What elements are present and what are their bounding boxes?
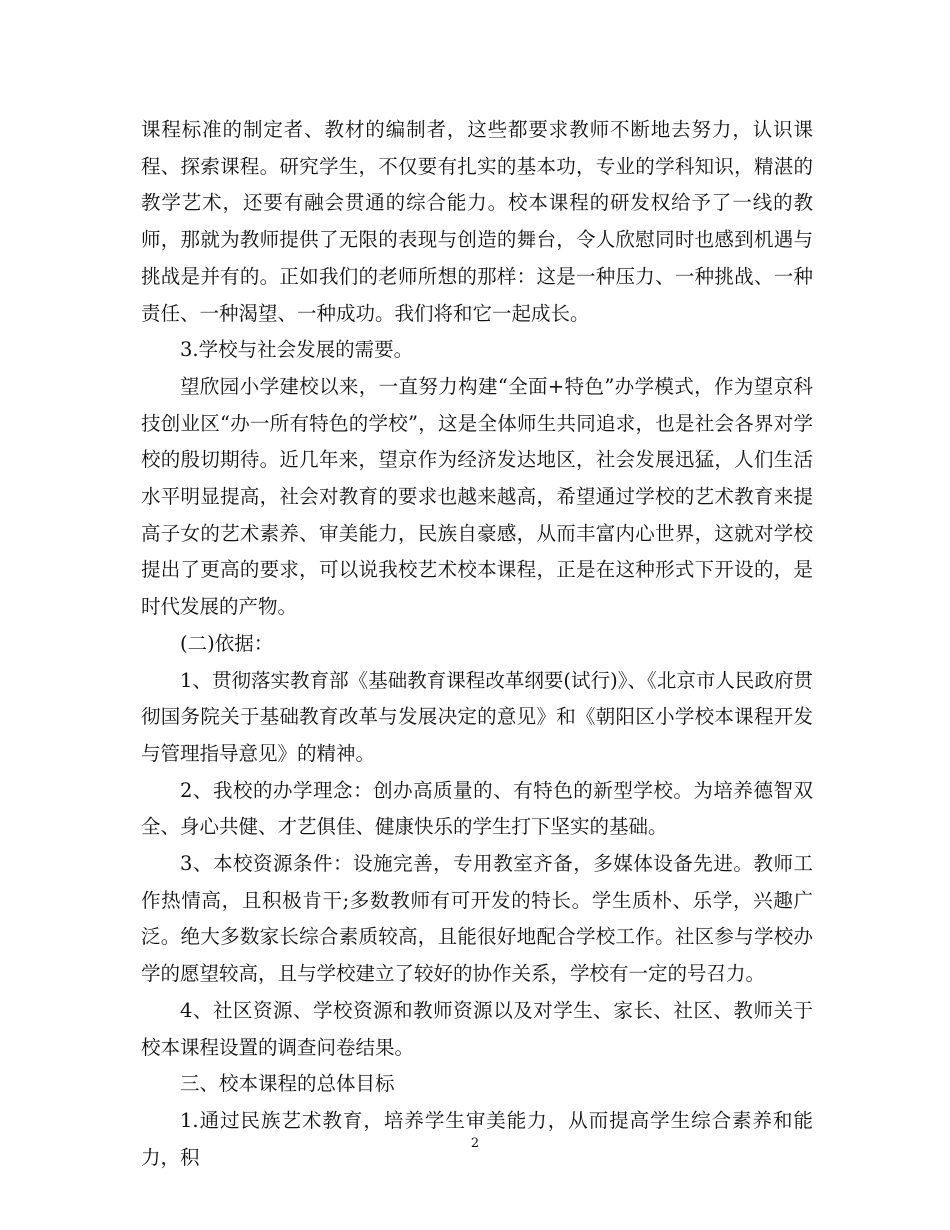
paragraph-heading-goals: 三、校本课程的总体目标	[180, 1072, 395, 1096]
paragraph-heading-basis: (二)依据：	[180, 631, 274, 655]
paragraph-basis-4: 4、社区资源、学校资源和教师资源以及对学生、家长、社区、教师关于校本课程设置的调查问卷结果。	[141, 998, 813, 1059]
paragraph-school-background: 望欣园小学建校以来，一直努力构建“全面+特色”办学模式，作为望京科技创业区“办一所有特色的学校”，这是全体师生共同追求，也是社会各界对学校的殷切期待。近几年来，望京作为经济发达地区，社会发展迅猛，人们生活水平明显提高，社会对教育的要求也越来越高，希望通过学校的艺术教育来提高子女的艺术素养、审美能力，民族自豪感，从而丰富内心世界，这就对学校提出了更高的要求，可以说我校艺术校本课程，正是在这种形式下开设的，是时代发展的产物。	[141, 374, 813, 619]
paragraph-continuation: 课程标准的制定者、教材的编制者，这些都要求教师不断地去努力，认识课程、探索课程。研究学生，不仅要有扎实的基本功，专业的学科知识，精湛的教学艺术，还要有融会贯通的综合能力。校本课程的研发权给予了一线的教师，那就为教师提供了无限的表现与创造的舞台，令人欣慰同时也感到机遇与挑战是并有的。正如我们的老师所想的那样：这是一种压力、一种挑战、一种责任、一种渴望、一种成功。我们将和它一起成长。	[141, 118, 813, 325]
paragraph-basis-1: 1、贯彻落实教育部《基础教育课程改革纲要(试行)》、《北京市人民政府贯彻国务院关于基础教育改革与发展决定的意见》和《朝阳区小学校本课程开发与管理指导意见》的精神。	[141, 668, 813, 765]
paragraph-basis-2: 2、我校的办学理念：创办高质量的、有特色的新型学校。为培养德智双全、身心共健、才艺俱佳、健康快乐的学生打下坚实的基础。	[141, 778, 813, 839]
paragraph-basis-3: 3、本校资源条件：设施完善，专用教室齐备，多媒体设备先进。教师工作热情高，且积极肯干;多数教师有可开发的特长。学生质朴、乐学，兴趣广泛。绝大多数家长综合素质较高，且能很好地配合学校工作。社区参与学校办学的愿望较高，且与学校建立了较好的协作关系，学校有一定的号召力。	[141, 852, 813, 986]
document-body	[141, 112, 813, 1176]
paragraph-heading-3: 3.学校与社会发展的需要。	[180, 338, 414, 362]
page-number: 2	[470, 1136, 480, 1151]
paragraph-goal-1: 1.通过民族艺术教育，培养学生审美能力，从而提高学生综合素养和能力，积	[141, 1108, 813, 1169]
